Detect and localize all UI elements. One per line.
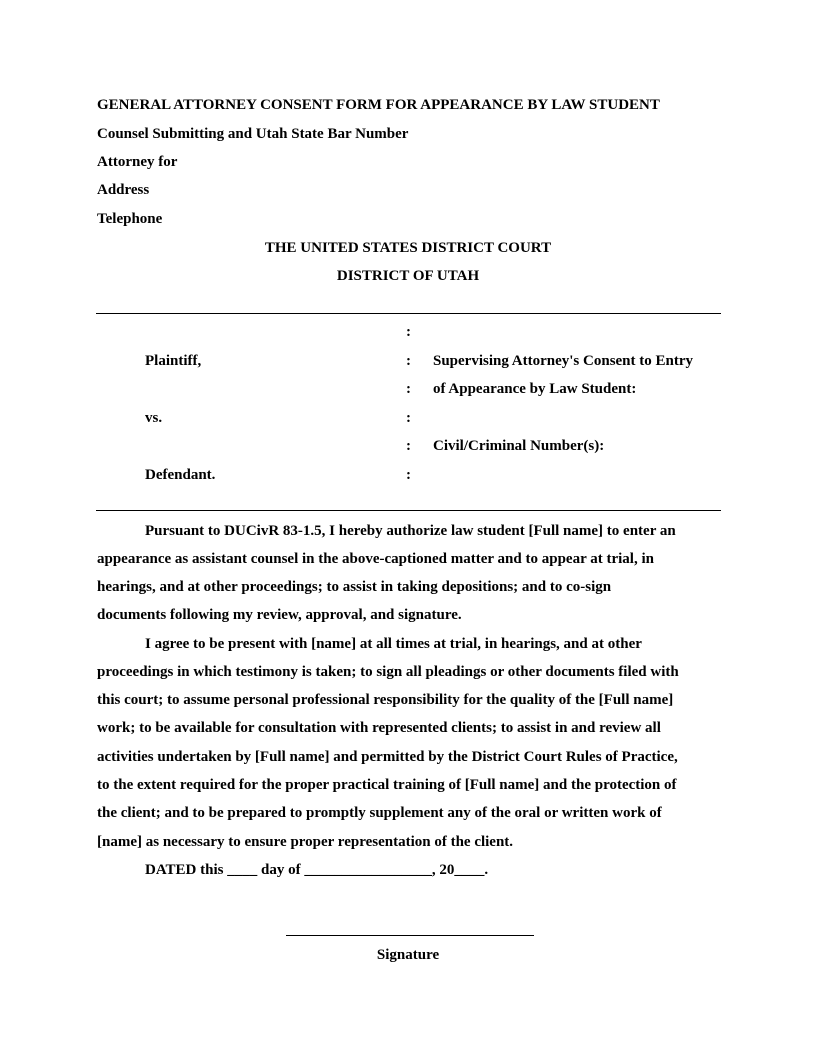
signature-label: Signature bbox=[376, 947, 440, 963]
defendant-label: Defendant. bbox=[145, 467, 216, 483]
versus-label: vs. bbox=[145, 410, 163, 426]
caption-top-rule bbox=[96, 313, 721, 314]
body-line: this court; to assume personal professional responsibility for the quality of the [Full name] bbox=[97, 692, 674, 708]
body-line: the client; and to be prepared to promptly supplement any of the oral or written work of bbox=[97, 805, 662, 821]
signature-line bbox=[286, 935, 534, 936]
body-line: documents following my review, approval, and signature. bbox=[97, 607, 462, 623]
body-line: hearings, and at other proceedings; to assist in taking depositions; and to co-sign bbox=[97, 579, 612, 595]
court-name: THE UNITED STATES DISTRICT COURT bbox=[264, 240, 552, 256]
counsel-submitting-label: Counsel Submitting and Utah State Bar Number bbox=[97, 126, 409, 142]
telephone-label: Telephone bbox=[97, 211, 163, 227]
body-line: work; to be available for consultation with represented clients; to assist in and review all bbox=[97, 720, 661, 736]
caption-bottom-rule bbox=[96, 510, 721, 511]
body-line: [name] as necessary to ensure proper representation of the client. bbox=[97, 834, 514, 850]
caption-colon: : bbox=[406, 381, 411, 397]
body-line: appearance as assistant counsel in the above-captioned matter and to appear at trial, in bbox=[97, 551, 654, 567]
form-title: GENERAL ATTORNEY CONSENT FORM FOR APPEARANCE BY LAW STUDENT bbox=[97, 97, 660, 113]
caption-colon: : bbox=[406, 353, 411, 369]
caption-colon: : bbox=[406, 324, 411, 340]
case-number-label: Civil/Criminal Number(s): bbox=[433, 438, 605, 454]
dated-line: DATED this ____ day of _________________, 20____. bbox=[145, 862, 489, 878]
document-title-line-2: of Appearance by Law Student: bbox=[433, 381, 637, 397]
caption-colon: : bbox=[406, 410, 411, 426]
caption-colon: : bbox=[406, 467, 411, 483]
body-line: proceedings in which testimony is taken; to sign all pleadings or other documents filed with bbox=[97, 664, 679, 680]
document-title-line-1: Supervising Attorney's Consent to Entry bbox=[433, 353, 694, 369]
court-district: DISTRICT OF UTAH bbox=[336, 268, 480, 284]
body-line: I agree to be present with [name] at all times at trial, in hearings, and at other bbox=[145, 636, 642, 652]
attorney-for-label: Attorney for bbox=[97, 154, 178, 170]
caption-colon: : bbox=[406, 438, 411, 454]
body-line: activities undertaken by [Full name] and permitted by the District Court Rules of Practice, bbox=[97, 749, 678, 765]
plaintiff-label: Plaintiff, bbox=[145, 353, 202, 369]
body-line: Pursuant to DUCivR 83-1.5, I hereby authorize law student [Full name] to enter an bbox=[145, 523, 676, 539]
body-line: to the extent required for the proper practical training of [Full name] and the protection of bbox=[97, 777, 677, 793]
address-label: Address bbox=[97, 182, 150, 198]
